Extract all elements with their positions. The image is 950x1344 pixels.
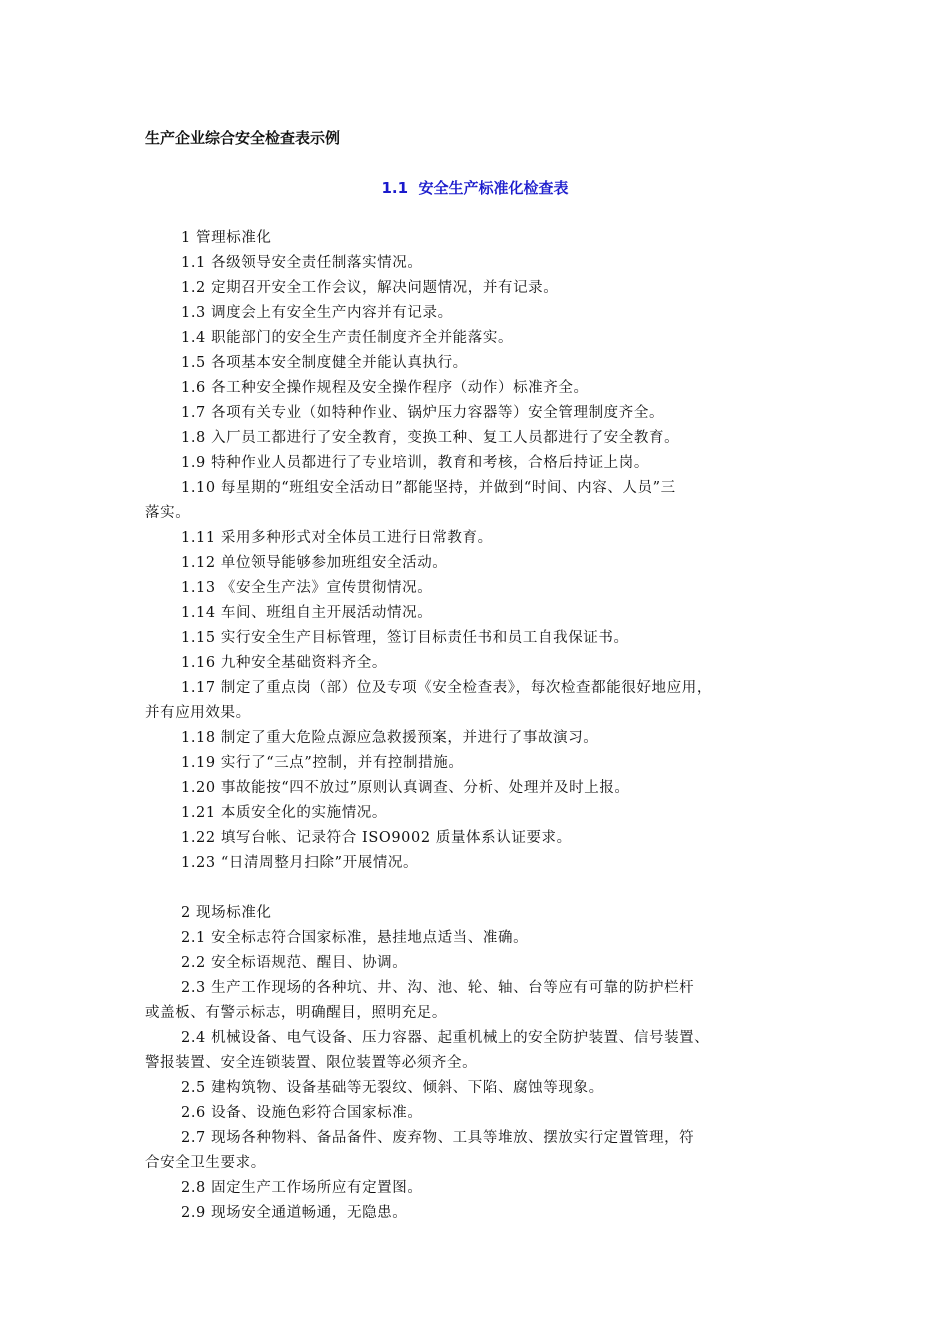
list-item: 1.18 制定了重大危险点源应急救援预案，并进行了事故演习。 (181, 730, 599, 746)
list-item: 1.14 车间、班组自主开展活动情况。 (181, 605, 433, 621)
list-item: 2.7 现场各种物料、备品备件、废弃物、工具等堆放、摆放实行定置管理，符 (181, 1130, 695, 1146)
list-item: 2.4 机械设备、电气设备、压力容器、起重机械上的安全防护装置、信号装置、 (181, 1030, 710, 1046)
list-item: 1.11 采用多种形式对全体员工进行日常教育。 (181, 530, 493, 546)
section-spacer (145, 876, 825, 901)
list-item: 1.21 本质安全化的实施情况。 (181, 805, 387, 821)
list-item: 1.15 实行安全生产目标管理，签订目标责任书和员工自我保证书。 (181, 630, 629, 646)
part2-heading: 2 现场标准化 (181, 905, 272, 921)
document-title: 生产企业综合安全检查表示例 (145, 129, 341, 147)
list-item-continuation: 警报装置、安全连锁装置、限位装置等必须齐全。 (145, 1055, 478, 1071)
section-title: 安全生产标准化检查表 (418, 179, 569, 197)
list-item: 1.1 各级领导安全责任制落实情况。 (181, 255, 423, 271)
list-item: 2.9 现场安全通道畅通，无隐患。 (181, 1205, 408, 1221)
list-item: 1.20 事故能按“四不放过”原则认真调查、分析、处理并及时上报。 (181, 780, 630, 796)
list-item: 1.19 实行了“三点”控制，并有控制措施。 (181, 755, 464, 771)
list-item-continuation: 并有应用效果。 (145, 705, 251, 721)
list-item: 1.13 《安全生产法》宣传贯彻情况。 (181, 580, 433, 596)
list-item: 2.3 生产工作现场的各种坑、井、沟、池、轮、轴、台等应有可靠的防护栏杆 (181, 980, 695, 996)
section-number: 1.1 (381, 179, 409, 197)
list-item: 1.16 九种安全基础资料齐全。 (181, 655, 387, 671)
list-item: 1.6 各工种安全操作规程及安全操作程序（动作）标准齐全。 (181, 380, 589, 396)
list-item: 2.6 设备、设施色彩符合国家标准。 (181, 1105, 423, 1121)
list-item: 1.23 “日清周整月扫除”开展情况。 (181, 855, 419, 871)
list-item: 1.3 调度会上有安全生产内容并有记录。 (181, 305, 453, 321)
list-item: 2.5 建构筑物、设备基础等无裂纹、倾斜、下陷、腐蚀等现象。 (181, 1080, 604, 1096)
list-item: 1.9 特种作业人员都进行了专业培训，教育和考核，合格后持证上岗。 (181, 455, 649, 471)
list-item: 1.5 各项基本安全制度健全并能认真执行。 (181, 355, 468, 371)
list-item: 1.4 职能部门的安全生产责任制度齐全并能落实。 (181, 330, 514, 346)
list-item: 1.8 入厂员工都进行了安全教育，变换工种、复工人员都进行了安全教育。 (181, 430, 680, 446)
list-item: 1.2 定期召开安全工作会议，解决问题情况，并有记录。 (181, 280, 559, 296)
list-item-continuation: 落实。 (145, 505, 191, 521)
list-item: 2.2 安全标语规范、醒目、协调。 (181, 955, 408, 971)
list-item: 2.8 固定生产工作场所应有定置图。 (181, 1180, 423, 1196)
document-body (145, 226, 825, 1226)
section-heading (0, 178, 950, 198)
list-item-continuation: 或盖板、有警示标志，明确醒目，照明充足。 (145, 1005, 447, 1021)
list-item: 1.12 单位领导能够参加班组安全活动。 (181, 555, 448, 571)
list-item: 1.22 填写台帐、记录符合 ISO9002 质量体系认证要求。 (181, 830, 572, 846)
list-item: 1.10 每星期的“班组安全活动日”都能坚持，并做到“时间、内容、人员”三 (181, 480, 676, 496)
list-item: 2.1 安全标志符合国家标准，悬挂地点适当、准确。 (181, 930, 529, 946)
list-item-continuation: 合安全卫生要求。 (145, 1155, 266, 1171)
list-item: 1.7 各项有关专业（如特种作业、锅炉压力容器等）安全管理制度齐全。 (181, 405, 665, 421)
list-item: 1.17 制定了重点岗（部）位及专项《安全检查表》，每次检查都能很好地应用， (181, 680, 712, 696)
part1-heading: 1 管理标准化 (181, 230, 272, 246)
